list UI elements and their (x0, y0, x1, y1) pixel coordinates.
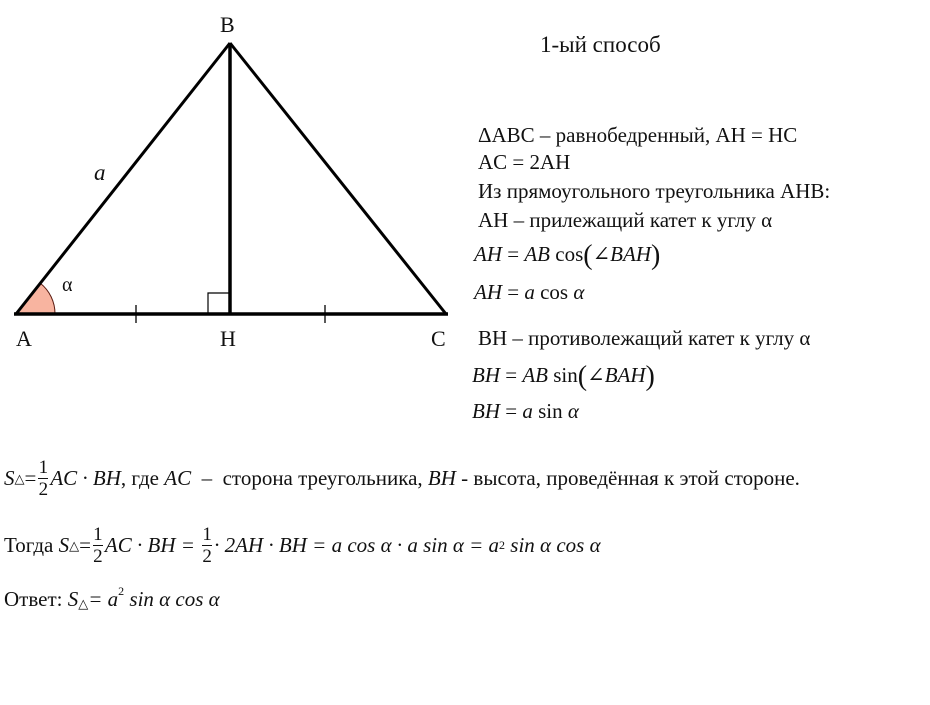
eq-argument: α (573, 280, 585, 304)
equation-bh-a-sin-alpha (472, 399, 579, 424)
reasoning-line-isosceles: ΔABC – равнобедренный, AH = HC (478, 123, 798, 147)
equation-bh-sin-bah (472, 361, 655, 393)
triangle-symbol: △ (78, 596, 89, 611)
eq-sign: = (24, 466, 37, 490)
then-prefix: Тогда (4, 533, 59, 557)
then-calculation-line (4, 525, 601, 566)
open-paren: ( (577, 361, 588, 392)
eq-term: a (522, 399, 533, 423)
formula-ac: AC (164, 466, 192, 490)
triangle-figure (0, 0, 470, 360)
eq-sign: = (79, 533, 91, 557)
eq-function: cos (555, 242, 584, 266)
triangle-symbol: △ (69, 537, 80, 553)
eq-argument: ∠BAH (592, 242, 651, 266)
fraction-one-half-2 (202, 525, 212, 566)
right-angle-mark (208, 293, 229, 314)
fraction-one-half (38, 458, 48, 499)
reasoning-line-ac: AC = 2AH (478, 150, 571, 174)
area-symbol: S (67, 587, 79, 611)
side-bc (230, 43, 446, 314)
reasoning-line-opposite: BH – противолежащий катет к углу α (478, 326, 811, 350)
eq-sign: = (500, 399, 523, 423)
formula-height-description: - высота, проведённая к этой стороне. (455, 466, 800, 490)
eq-lhs: AH (474, 280, 502, 304)
numerator: 1 (93, 524, 103, 545)
formula-side-description: – сторона треугольника, (191, 466, 428, 490)
triangle-symbol: △ (14, 470, 25, 486)
eq-lhs: AH (474, 242, 502, 266)
page-title: 1-ый способ (540, 32, 661, 57)
close-paren: ) (651, 240, 661, 271)
eq-argument: ∠BAH (587, 363, 646, 387)
area-symbol: S (58, 533, 70, 557)
then-part-3: sin α cos α (505, 533, 601, 557)
then-part-2: · 2AH · BH = a cos α · a sin α = a (214, 533, 500, 557)
denominator: 2 (93, 546, 103, 567)
fraction-one-half (93, 525, 103, 566)
eq-term: AB (522, 363, 548, 387)
area-formula-line (4, 458, 800, 499)
vertex-label-h: H (220, 326, 236, 351)
exponent: 2 (118, 584, 125, 598)
eq-sign: = (502, 280, 525, 304)
eq-sign: = (500, 363, 523, 387)
formula-bh: BH (427, 466, 456, 490)
equation-ah-cos-bah (474, 240, 660, 272)
answer-line (4, 584, 220, 612)
close-paren: ) (645, 361, 655, 392)
reasoning-line-adjacent: AH – прилежащий катет к углу α (478, 208, 773, 232)
eq-term: a (524, 280, 535, 304)
area-symbol: S (4, 466, 15, 490)
answer-eq: = a (88, 587, 119, 611)
formula-product: AC · BH (50, 466, 121, 490)
side-ab (16, 43, 230, 314)
denominator: 2 (202, 546, 212, 567)
then-part-1: AC · BH = (104, 533, 201, 557)
open-paren: ( (583, 240, 593, 271)
eq-sign: = (502, 242, 525, 266)
eq-function: sin (538, 399, 563, 423)
side-label-a: a (94, 160, 106, 185)
vertex-label-b: B (220, 12, 235, 37)
eq-argument: α (567, 399, 579, 423)
eq-lhs: BH (472, 399, 500, 423)
numerator: 1 (202, 524, 212, 545)
answer-rest: sin α cos α (124, 587, 220, 611)
vertex-label-c: C (431, 326, 446, 351)
eq-term: AB (524, 242, 550, 266)
answer-prefix: Ответ: (4, 587, 68, 611)
formula-where: , где (120, 466, 165, 490)
eq-function: cos (540, 280, 569, 304)
vertex-label-a: A (16, 326, 32, 351)
numerator: 1 (38, 457, 49, 478)
equation-ah-a-cos-alpha (474, 280, 584, 305)
exponent: 2 (499, 538, 506, 552)
denominator: 2 (38, 479, 49, 500)
eq-function: sin (553, 363, 578, 387)
angle-label-alpha: α (62, 274, 73, 296)
eq-lhs: BH (472, 363, 500, 387)
reasoning-line-right-triangle: Из прямоугольного треугольника AHB: (478, 179, 831, 203)
